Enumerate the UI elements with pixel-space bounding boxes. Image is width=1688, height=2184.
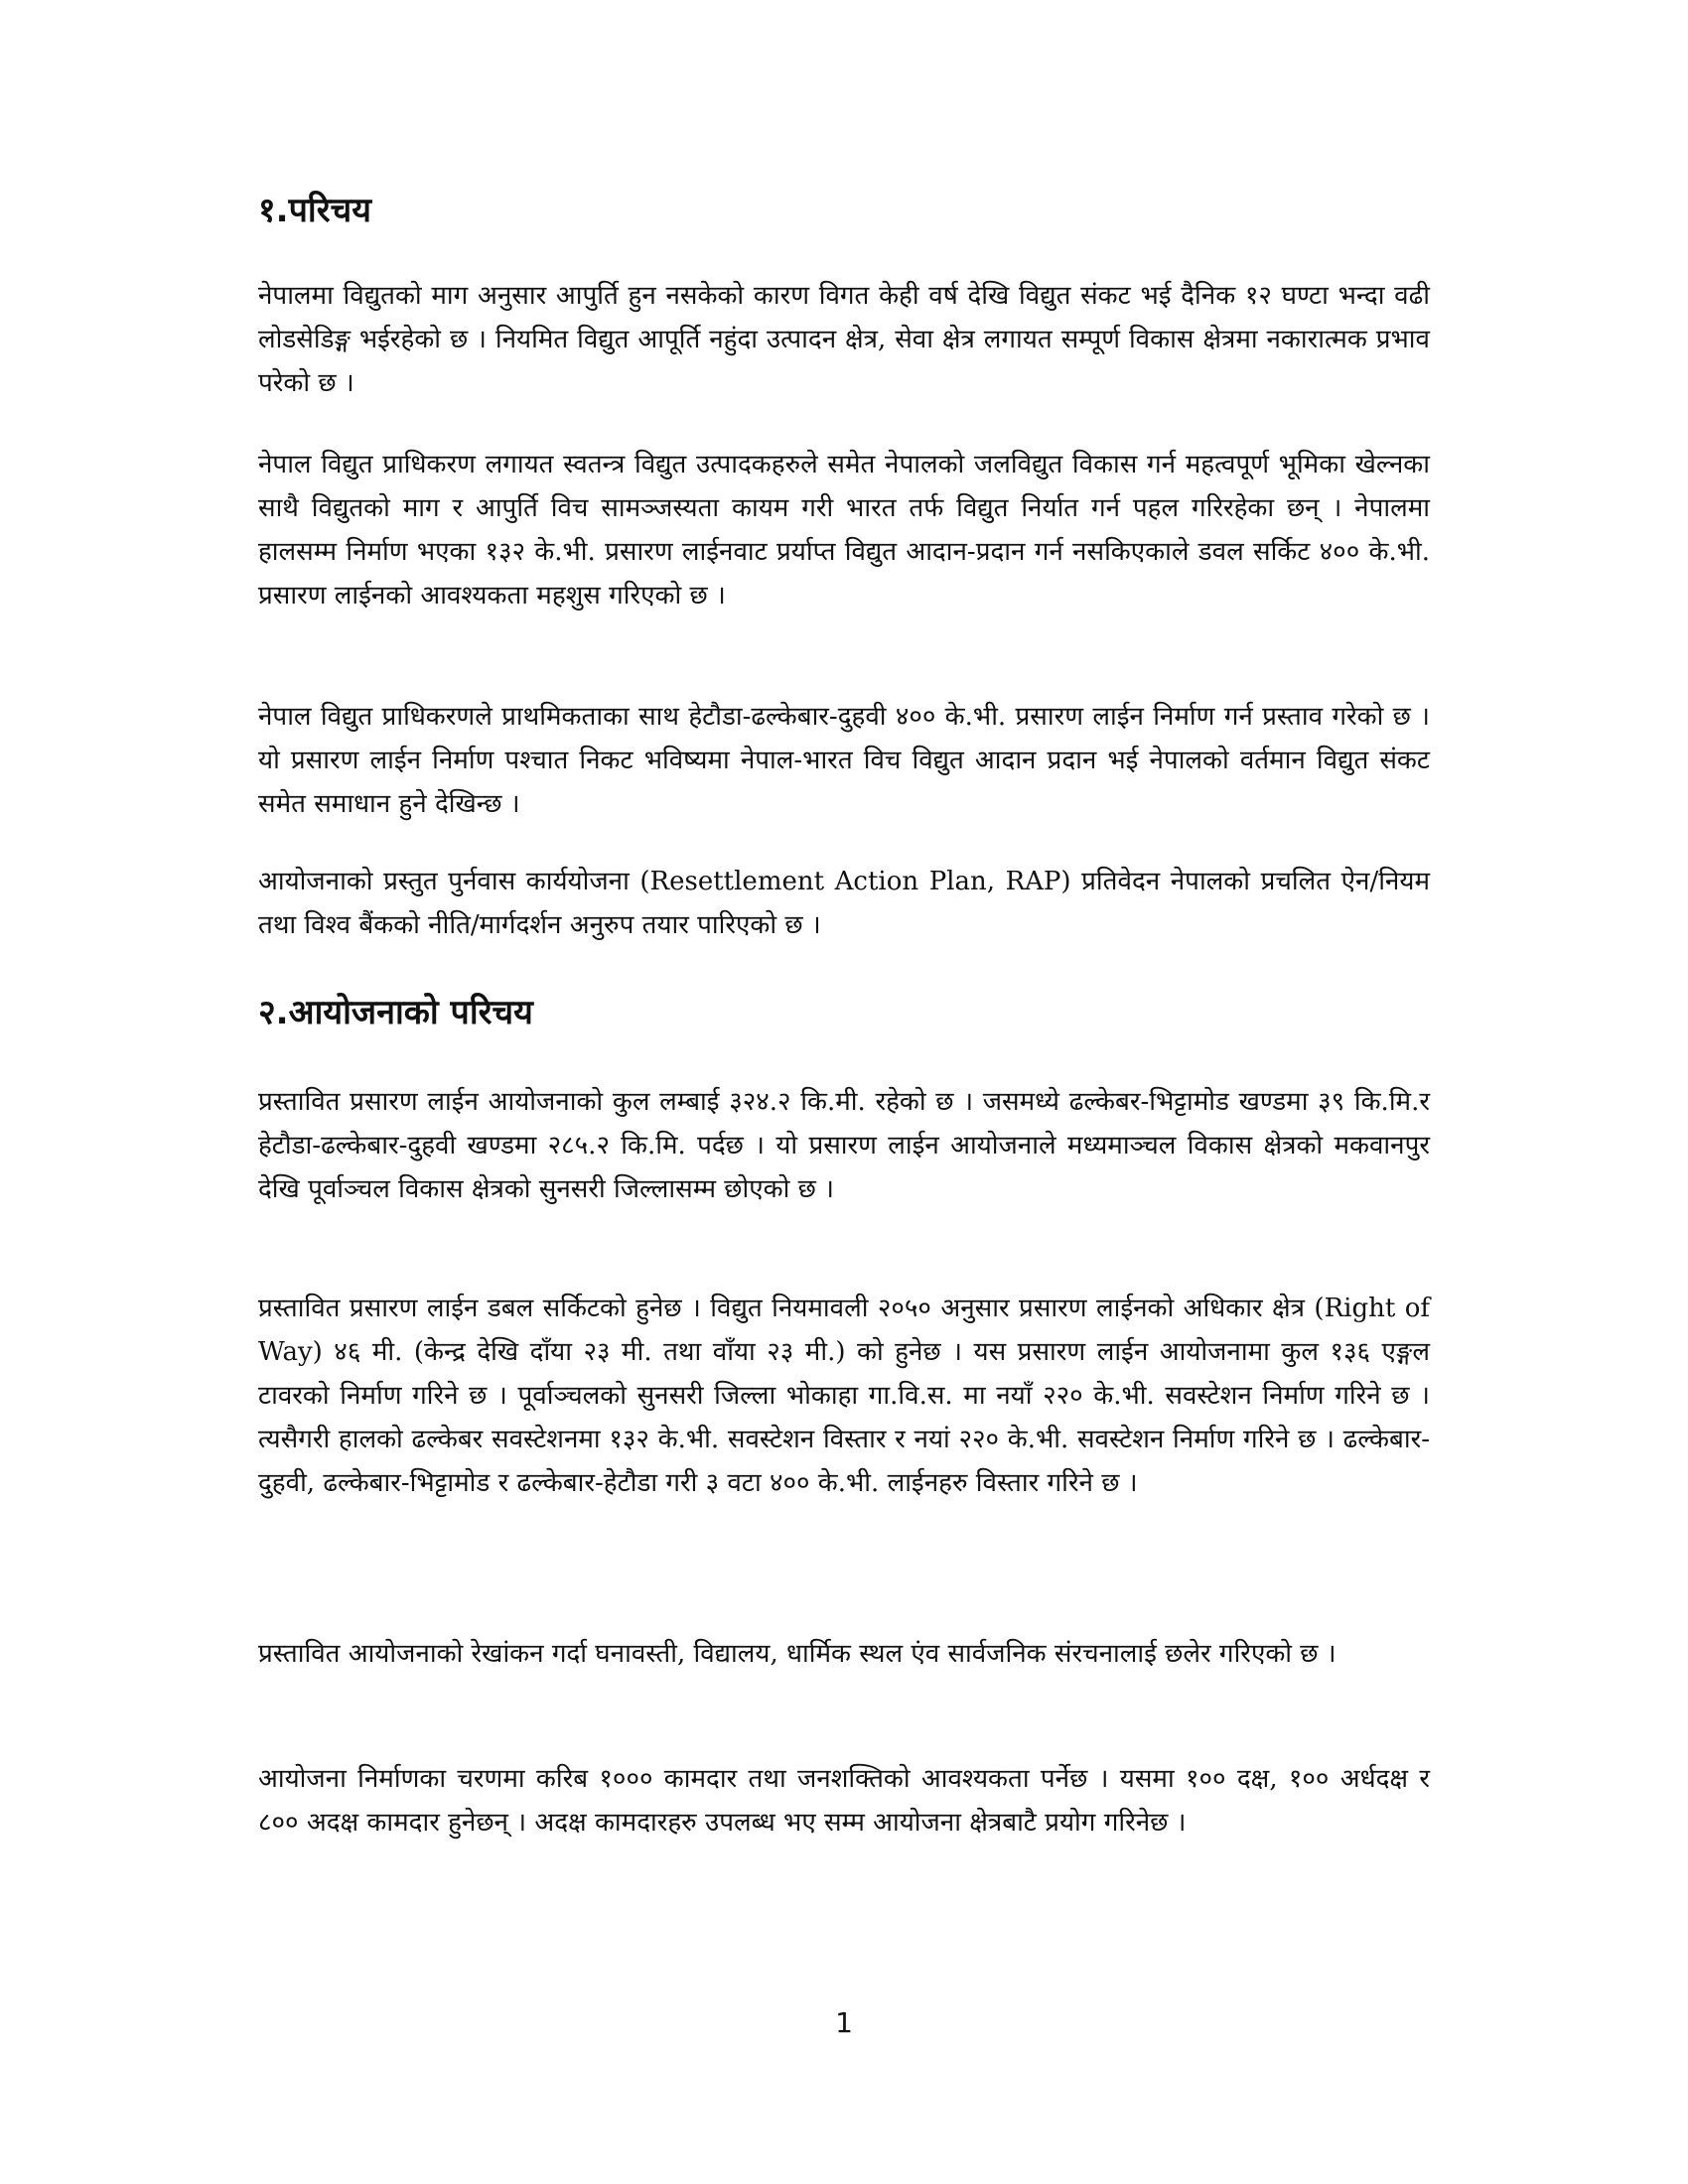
paragraph-double-circuit: प्रस्तावित प्रसारण लाईन डबल सर्किटको हुनेछ । विद्युत नियमावली २०५० अनुसार प्रसारण लाईनको अधिकार क्षेत्र (Right of Way) ४६ मी. (केन्द्र देखि दाँया २३ मी. तथा वाँया २३ मी.) को हुनेछ । यस प्रसारण लाईन आयोजनामा कुल १३६ एङ्गल टावरको निर्माण गरिने छ । पूर्वाञ्चलको सुनसरी जिल्ला भोकाहा गा.वि.स. मा नयाँ २२० के.भी. सवस्टेशन निर्माण गरिने छ । त्यसैगरी हालको ढल्केबर सवस्टेशनमा १३२ के.भी. सवस्टेशन विस्तार र नयां २२० के.भी. सवस्टेशन निर्माण गरिने छ । ढल्केबार-दुहवी, ढल्केबार-भिट्टामोड र ढल्केबार-हेटौडा गरी ३ वटा ४०० के.भी. लाईनहरु विस्तार गरिने छ ।	[258, 1294, 1430, 1498]
paragraph-transmission-proposal: नेपाल विद्युत प्राधिकरणले प्राथमिकताका साथ हेटौडा-ढल्केबार-दुहवी ४०० के.भी. प्रसारण लाईन निर्माण गर्न प्रस्ताव गरेको छ । यो प्रसारण लाईन निर्माण पश्चात निकट भविष्यमा नेपाल-भारत विच विद्युत आदान प्रदान भई नेपालको वर्तमान विद्युत संकट समेत समाधान हुने देखिन्छ ।	[258, 702, 1430, 819]
document-page	[258, 0, 1430, 2184]
section-heading-project-intro: २.आयोजनाको परिचय	[258, 993, 533, 1032]
paragraph-rap-report: आयोजनाको प्रस्तुत पुर्नवास कार्ययोजना (Resettlement Action Plan, RAP) प्रतिवेदन नेपालको प्रचलित ऐन/नियम तथा विश्व बैंकको नीति/मार्गदर्शन अनुरुप तयार पारिएको छ ।	[258, 867, 1430, 940]
paragraph-power-crisis: नेपालमा विद्युतको माग अनुसार आपुर्ति हुन नसकेको कारण विगत केही वर्ष देखि विद्युत संकट भई दैनिक १२ घण्टा भन्दा वढी लोडसेडिङ्ग भईरहेको छ । नियमित विद्युत आपूर्ति नहुंदा उत्पादन क्षेत्र, सेवा क्षेत्र लगायत सम्पूर्ण विकास क्षेत्रमा नकारात्मक प्रभाव परेको छ ।	[258, 281, 1430, 398]
paragraph-line-length: प्रस्तावित प्रसारण लाईन आयोजनाको कुल लम्बाई ३२४.२ कि.मी. रहेको छ । जसमध्ये ढल्केबर-भिट्टामोड खण्डमा ३९ कि.मि.र हेटौडा-ढल्केबार-दुहवी खण्डमा २८५.२ कि.मि. पर्दछ । यो प्रसारण लाईन आयोजनाले मध्यमाञ्चल विकास क्षेत्रको मकवानपुर देखि पूर्वाञ्चल विकास क्षेत्रको सुनसरी जिल्लासम्म छोएको छ ।	[258, 1087, 1430, 1204]
page-number: 1	[835, 2006, 853, 2039]
paragraph-alignment: प्रस्तावित आयोजनाको रेखांकन गर्दा घनावस्ती, विद्यालय, धार्मिक स्थल एंव सार्वजनिक संरचनालाई छलेर गरिएको छ ।	[258, 1639, 1336, 1669]
paragraph-workforce: आयोजना निर्माणका चरणमा करिब १००० कामदार तथा जनशक्तिको आवश्यकता पर्नेछ । यसमा १०० दक्ष, १०० अर्धदक्ष र ८०० अदक्ष कामदार हुनेछन् । अदक्ष कामदारहरु उपलब्ध भए सम्म आयोजना क्षेत्रबाटै प्रयोग गरिनेछ ।	[258, 1764, 1430, 1838]
paragraph-nea-role: नेपाल विद्युत प्राधिकरण लगायत स्वतन्त्र विद्युत उत्पादकहरुले समेत नेपालको जलविद्युत विकास गर्न महत्वपूर्ण भूमिका खेल्नका साथै विद्युतको माग र आपुर्ति विच सामञ्जस्यता कायम गरी भारत तर्फ विद्युत निर्यात गर्न पहल गरिरहेका छन् । नेपालमा हालसम्म निर्माण भएका १३२ के.भी. प्रसारण लाईनवाट प्रर्याप्त विद्युत आदान-प्रदान गर्न नसकिएकाले डवल सर्किट ४०० के.भी. प्रसारण लाईनको आवश्यकता महशुस गरिएको छ ।	[258, 450, 1430, 611]
section-heading-introduction: १.परिचय	[258, 191, 371, 230]
